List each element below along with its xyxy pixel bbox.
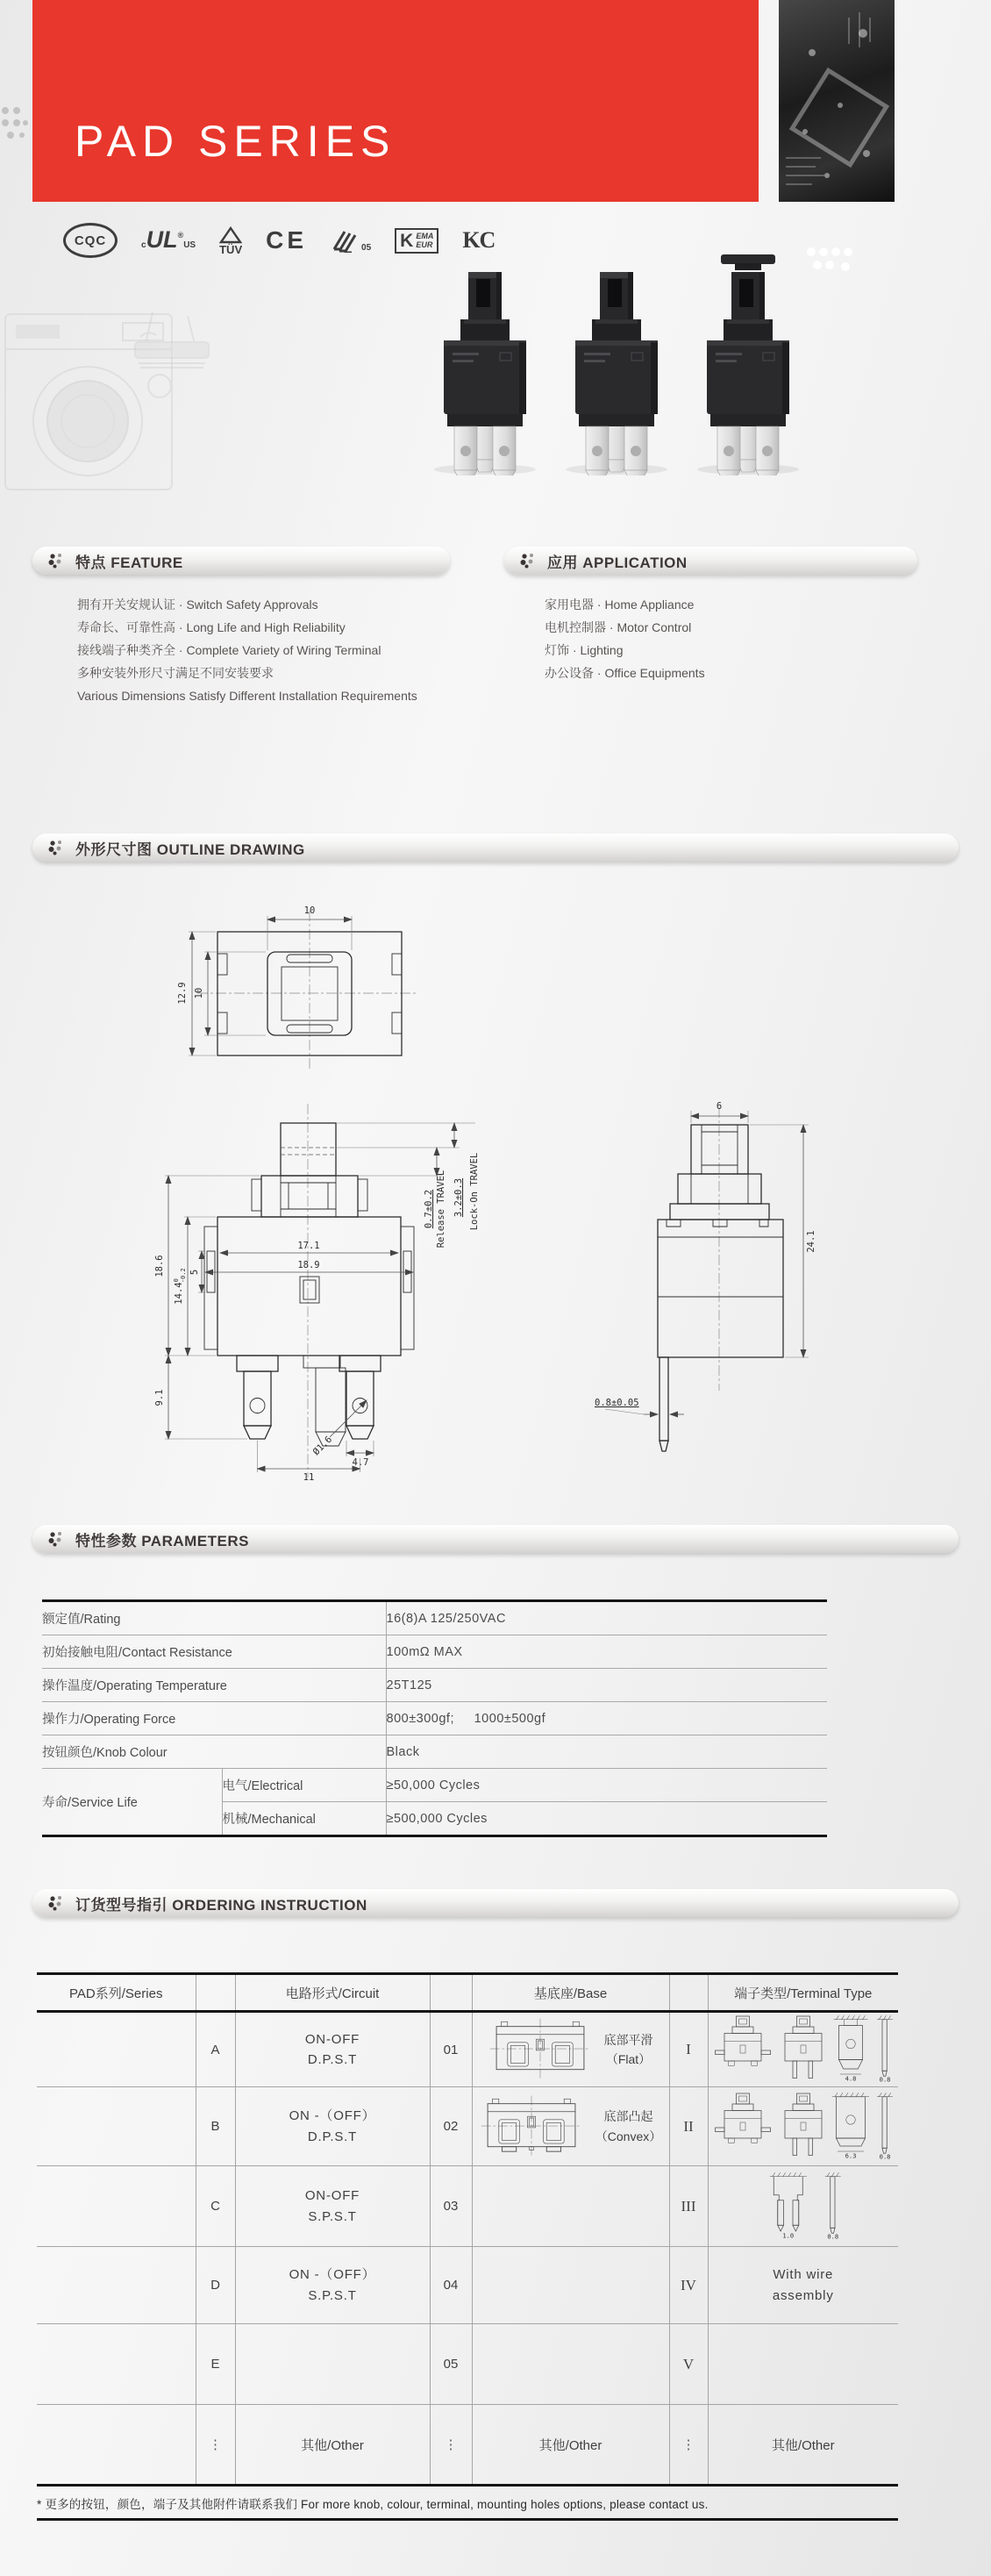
dim-top-height: 12.9 bbox=[177, 982, 188, 1005]
terminal-cell: 其他/Other bbox=[708, 2405, 898, 2486]
terminal-cell bbox=[708, 2087, 898, 2166]
enec-chevrons-icon bbox=[331, 228, 360, 253]
circuit-line: ON -（OFF） bbox=[289, 2108, 376, 2124]
circuit-line: ON-OFF bbox=[304, 2188, 360, 2204]
code-cell: 04 bbox=[430, 2247, 472, 2324]
code-cell: 05 bbox=[430, 2324, 472, 2405]
table-row bbox=[37, 2166, 898, 2247]
outline-side-view-drawing bbox=[579, 1097, 833, 1465]
param-value: 25T125 bbox=[386, 1669, 827, 1702]
col-header-letter bbox=[196, 1974, 235, 2012]
circuit-line: D.P.S.T bbox=[307, 2052, 358, 2067]
circuit-board-photo bbox=[779, 0, 895, 202]
param-sublabel: 电气/Electrical bbox=[222, 1769, 386, 1802]
title-banner bbox=[32, 0, 759, 202]
table-row bbox=[37, 2324, 898, 2405]
base-cell: 其他/Other bbox=[472, 2405, 669, 2486]
param-value: Black bbox=[386, 1735, 827, 1769]
roman-cell: I bbox=[669, 2012, 708, 2087]
param-sublabel: 机械/Mechanical bbox=[222, 1802, 386, 1836]
series-cell bbox=[37, 2247, 196, 2324]
dim-lock-travel-label: Lock-On TRAVEL bbox=[469, 1152, 480, 1231]
dim-front-body-h: 14.4$^0$-0.2 bbox=[173, 1268, 187, 1305]
param-label: 按钮颜色/Knob Colour bbox=[42, 1735, 386, 1769]
application-title: 应用 APPLICATION bbox=[547, 555, 688, 571]
section-dots-icon bbox=[48, 1531, 66, 1547]
ul-logo-icon bbox=[141, 226, 196, 254]
terminal-cell bbox=[708, 2247, 898, 2324]
feature-item: Various Dimensions Satisfy Different Installation Requirements bbox=[77, 689, 417, 703]
base-cell bbox=[472, 2166, 669, 2247]
base-cell bbox=[472, 2012, 669, 2087]
footer-divider bbox=[37, 2518, 898, 2521]
table-row bbox=[37, 2247, 898, 2324]
letter-cell: ⋮ bbox=[196, 2405, 235, 2486]
base-flat-drawing bbox=[488, 2017, 592, 2082]
circuit-cell: 其他/Other bbox=[235, 2405, 430, 2486]
certification-logos bbox=[63, 218, 495, 263]
kema-eur: EUR bbox=[416, 240, 433, 249]
circuit-line: S.P.S.T bbox=[308, 2208, 357, 2224]
param-value: 16(8)A 125/250VAC bbox=[386, 1601, 827, 1635]
series-cell bbox=[37, 2166, 196, 2247]
feature-item: 接线端子种类齐全 · Complete Variety of Wiring Terminal bbox=[77, 643, 381, 657]
dim-side-overall-h: 24.1 bbox=[806, 1230, 816, 1253]
application-item: 家用电器 · Home Appliance bbox=[545, 597, 695, 612]
section-dots-icon bbox=[48, 840, 66, 855]
tuv-label: TÜV bbox=[219, 242, 243, 256]
roman-cell: V bbox=[669, 2324, 708, 2405]
dim-top-inner: 10 bbox=[194, 987, 204, 999]
code-cell: 01 bbox=[430, 2012, 472, 2087]
section-dots-icon bbox=[48, 1895, 66, 1911]
kema-k: K bbox=[400, 230, 414, 251]
enec-number: 05 bbox=[361, 243, 372, 253]
param-label-service-life: 寿命/Service Life bbox=[42, 1769, 222, 1836]
param-label: 操作力/Operating Force bbox=[42, 1702, 386, 1735]
application-item: 电机控制器 · Motor Control bbox=[545, 620, 692, 634]
tuv-triangle-icon bbox=[219, 226, 242, 244]
application-item: 办公设备 · Office Equipments bbox=[545, 666, 705, 680]
feature-list bbox=[77, 593, 417, 707]
col-header-base: 基底座/Base bbox=[472, 1974, 669, 2012]
parameters-table bbox=[42, 1599, 827, 1837]
terminal-type3-drawing bbox=[751, 2171, 856, 2239]
dim-front-window-h: 5 bbox=[189, 1269, 200, 1276]
series-cell bbox=[37, 2012, 196, 2087]
table-row bbox=[42, 1669, 827, 1702]
circuit-line: ON-OFF bbox=[304, 2031, 360, 2047]
outline-top-view-drawing bbox=[162, 904, 417, 1070]
series-cell bbox=[37, 2405, 196, 2486]
kc-logo-icon: KC bbox=[462, 227, 496, 253]
terminal-cell bbox=[708, 2324, 898, 2405]
param-value: ≥50,000 Cycles bbox=[386, 1769, 827, 1802]
roman-cell: ⋮ bbox=[669, 2405, 708, 2486]
base-cell bbox=[472, 2247, 669, 2324]
dim-terminal-width: 4.7 bbox=[352, 1457, 369, 1468]
circuit-cell bbox=[235, 2012, 430, 2087]
application-item: 灯饰 · Lighting bbox=[545, 643, 624, 657]
param-label: 额定值/Rating bbox=[42, 1601, 386, 1635]
dim-pin-width: 0.8 bbox=[879, 2151, 891, 2159]
feature-item: 多种安装外形尺寸满足不同安装要求 bbox=[77, 666, 274, 680]
dim-hole-dia: Ø1.6 bbox=[310, 1434, 335, 1458]
table-row bbox=[37, 2405, 898, 2486]
switch-photo-1 bbox=[419, 265, 551, 476]
base-cell bbox=[472, 2324, 669, 2405]
col-header-circuit: 电路形式/Circuit bbox=[235, 1974, 430, 2012]
terminal-cell bbox=[708, 2166, 898, 2247]
dim-front-terminal-h: 9.1 bbox=[154, 1389, 165, 1406]
param-label: 操作温度/Operating Temperature bbox=[42, 1669, 386, 1702]
dim-pin-width: 0.8 bbox=[879, 2075, 891, 2082]
param-value: 800±300gf; 1000±500gf bbox=[386, 1702, 827, 1735]
series-cell bbox=[37, 2324, 196, 2405]
section-header-outline bbox=[32, 834, 959, 862]
dim-lock-travel: 3.2±0.3 bbox=[453, 1177, 464, 1218]
dim-release-travel-label: Release TRAVEL bbox=[436, 1170, 446, 1249]
feature-item: 寿命长、可靠性高 · Long Life and High Reliability bbox=[77, 620, 346, 634]
dim-top-width: 10 bbox=[303, 905, 316, 916]
router-image bbox=[128, 302, 216, 372]
base-cell bbox=[472, 2087, 669, 2166]
outline-front-view-drawing bbox=[149, 1097, 500, 1483]
dim-pin-width: 0.8 bbox=[827, 2231, 838, 2239]
dim-blade-width: 6.3 bbox=[845, 2151, 857, 2159]
ul-registered: ® bbox=[177, 230, 184, 240]
parameters-title: 特性参数 PARAMETERS bbox=[75, 1533, 249, 1549]
dim-front-overall-h: 18.6 bbox=[154, 1255, 165, 1277]
ordering-table bbox=[37, 1972, 898, 2487]
circuit-cell bbox=[235, 2087, 430, 2166]
ul-us: US bbox=[183, 240, 196, 250]
col-header-series: PAD系列/Series bbox=[37, 1974, 196, 2012]
cqc-logo-icon: CQC bbox=[63, 223, 118, 258]
terminal-type1-drawing bbox=[714, 2014, 893, 2082]
application-list bbox=[545, 593, 705, 684]
feature-title: 特点 FEATURE bbox=[75, 555, 183, 571]
dim-front-outer-width: 18.9 bbox=[297, 1260, 320, 1270]
dim-side-terminal-t: 0.8±0.05 bbox=[595, 1398, 639, 1408]
section-header-application bbox=[504, 547, 917, 575]
dim-side-knob-width: 6 bbox=[716, 1101, 723, 1112]
page-title: PAD SERIES bbox=[75, 117, 396, 166]
letter-cell: A bbox=[196, 2012, 235, 2087]
outline-title: 外形尺寸图 OUTLINE DRAWING bbox=[75, 841, 305, 858]
table-row bbox=[42, 1635, 827, 1669]
circuit-board-graphic bbox=[779, 0, 895, 202]
code-cell: 02 bbox=[430, 2087, 472, 2166]
circuit-cell bbox=[235, 2247, 430, 2324]
code-cell: 03 bbox=[430, 2166, 472, 2247]
terminal-type2-drawing bbox=[714, 2091, 893, 2159]
terminal-note-line: assembly bbox=[772, 2287, 834, 2303]
section-header-ordering bbox=[32, 1889, 959, 1917]
roman-cell: II bbox=[669, 2087, 708, 2166]
enec-logo-icon bbox=[331, 228, 371, 253]
code-cell: ⋮ bbox=[430, 2405, 472, 2486]
circuit-line: S.P.S.T bbox=[308, 2287, 357, 2303]
param-value: 100mΩ MAX bbox=[386, 1635, 827, 1669]
table-row bbox=[37, 2087, 898, 2166]
switch-photo-3 bbox=[682, 254, 814, 476]
col-header-terminal: 端子类型/Terminal Type bbox=[708, 1974, 898, 2012]
circuit-cell bbox=[235, 2166, 430, 2247]
feature-item: 拥有开关安规认证 · Switch Safety Approvals bbox=[77, 597, 318, 612]
roman-cell: IV bbox=[669, 2247, 708, 2324]
footer-note: * 更多的按钮，颜色，端子及其他附件请联系我们 For more knob, colour, terminal, mounting holes options, please contact us. bbox=[37, 2498, 709, 2511]
section-dots-icon bbox=[520, 553, 538, 569]
circuit-cell bbox=[235, 2324, 430, 2405]
base-label: 底部平滑 （Flat） bbox=[603, 2032, 653, 2066]
dim-blade-width: 4.8 bbox=[845, 2074, 857, 2082]
kema-keur-logo-icon bbox=[395, 228, 438, 254]
table-row bbox=[37, 2012, 898, 2087]
kema-ema: EMA bbox=[416, 231, 434, 240]
base-label: 底部凸起 （Convex） bbox=[595, 2109, 662, 2143]
tuv-logo-icon bbox=[219, 226, 242, 255]
circuit-line: ON -（OFF） bbox=[289, 2267, 376, 2283]
terminal-note-line: With wire bbox=[773, 2267, 834, 2283]
table-row bbox=[42, 1601, 827, 1635]
switch-photo-2 bbox=[551, 265, 682, 476]
param-value: ≥500,000 Cycles bbox=[386, 1802, 827, 1836]
circuit-line: D.P.S.T bbox=[307, 2129, 358, 2144]
section-header-feature bbox=[32, 547, 450, 575]
roman-cell: III bbox=[669, 2166, 708, 2247]
dim-front-inner-width: 17.1 bbox=[297, 1241, 320, 1251]
table-row bbox=[42, 1769, 827, 1802]
ce-logo-icon: CE bbox=[266, 226, 308, 254]
letter-cell: B bbox=[196, 2087, 235, 2166]
param-label: 初始接触电阻/Contact Resistance bbox=[42, 1635, 386, 1669]
ordering-title: 订货型号指引 ORDERING INSTRUCTION bbox=[75, 1897, 367, 1914]
letter-cell: D bbox=[196, 2247, 235, 2324]
base-convex-drawing bbox=[480, 2094, 583, 2159]
table-header-row bbox=[37, 1974, 898, 2012]
dim-release-travel: 0.7±0.2 bbox=[424, 1189, 434, 1229]
col-header-roman bbox=[669, 1974, 708, 2012]
letter-cell: E bbox=[196, 2324, 235, 2405]
table-row bbox=[42, 1702, 827, 1735]
dim-fork-width: 1.0 bbox=[782, 2231, 794, 2239]
ul-c: c bbox=[141, 240, 146, 250]
dim-terminal-pitch: 11 bbox=[303, 1472, 315, 1483]
dots-decor-left bbox=[0, 104, 30, 149]
terminal-cell bbox=[708, 2012, 898, 2087]
series-cell bbox=[37, 2087, 196, 2166]
col-header-code bbox=[430, 1974, 472, 2012]
section-header-parameters bbox=[32, 1525, 959, 1553]
table-row bbox=[42, 1735, 827, 1769]
ul-mark: UL bbox=[146, 226, 178, 254]
letter-cell: C bbox=[196, 2166, 235, 2247]
section-dots-icon bbox=[48, 553, 66, 569]
